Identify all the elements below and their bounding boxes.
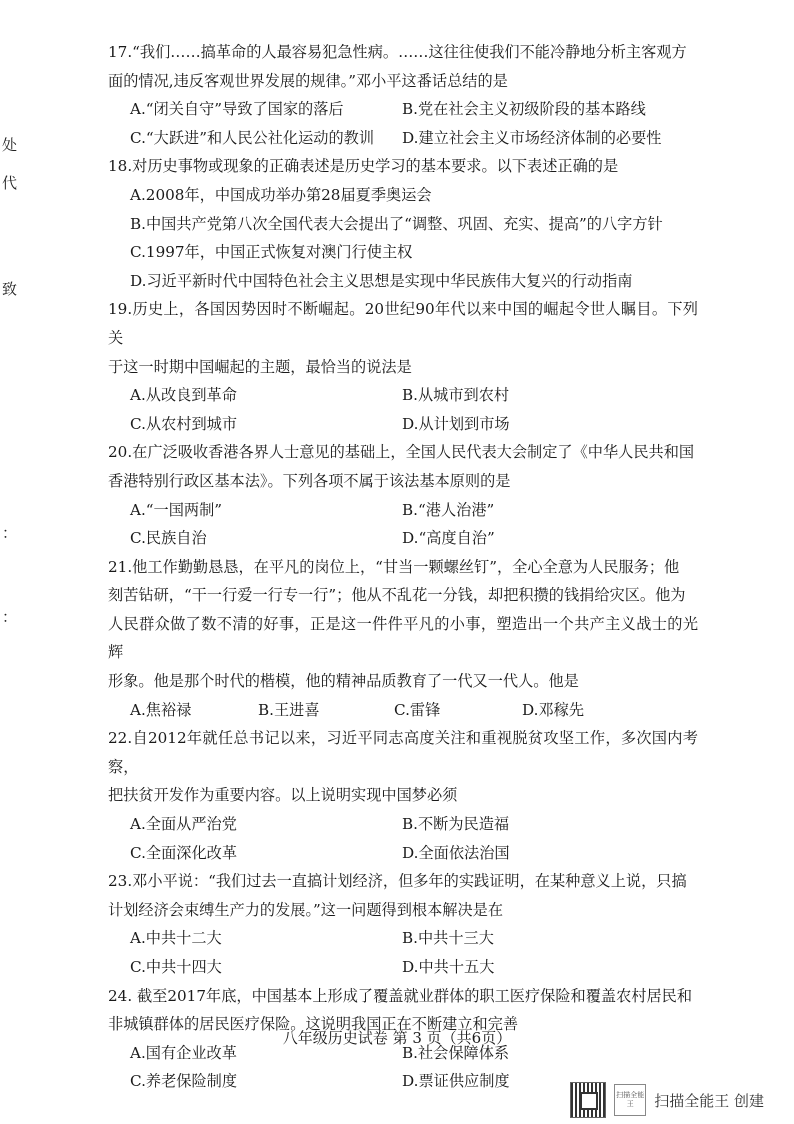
stem-line: 人民群众做了数不清的好事，正是这一件件平凡的小事，塑造出一个共产主义战士的光辉 xyxy=(108,614,698,662)
answer-options xyxy=(108,496,698,553)
question-stem xyxy=(108,724,698,810)
option-b: B.社会保障体系 xyxy=(402,1043,510,1062)
answer-options xyxy=(108,810,698,867)
option-a: A.2008年，中国成功举办第28届夏季奥运会 xyxy=(130,185,432,204)
option-c: C.1997年，中国正式恢复对澳门行使主权 xyxy=(130,243,413,262)
answer-options xyxy=(108,381,698,438)
option-b: B.“港人治港” xyxy=(402,500,495,519)
option-d: D.“高度自治” xyxy=(402,529,495,548)
option-c: C.养老保险制度 xyxy=(130,1072,238,1091)
margin-mark: 代 xyxy=(2,174,18,192)
question-stem xyxy=(108,553,698,696)
option-b: B.王进喜 xyxy=(258,700,320,719)
stem-line: 24. 截至2017年底，中国基本上形成了覆盖就业群体的职工医疗保险和覆盖农村居民和 xyxy=(108,986,693,1005)
stem-line: 面的情况,违反客观世界发展的规律。”邓小平这番话总结的是 xyxy=(108,71,508,90)
question-23 xyxy=(108,867,698,981)
page-footer: 八年级历史试卷 第 3 页（共6页） xyxy=(282,1029,512,1047)
option-b: B.中共十三大 xyxy=(402,929,494,948)
stem-line: 非城镇群体的居民医疗保险。这说明我国正在不断建立和完善 xyxy=(108,1015,519,1034)
stem-line: 形象。他是那个时代的楷模，他的精神品质教育了一代又一代人。他是 xyxy=(108,672,579,691)
option-c: C.民族自治 xyxy=(130,529,207,548)
answer-options xyxy=(108,95,698,152)
stem-line: 22.自2012年就任总书记以来，习近平同志高度关注和重视脱贫攻坚工作，多次国内考察， xyxy=(108,729,698,776)
question-17 xyxy=(108,38,698,152)
stem-line: 把扶贫开发作为重要内容。以上说明实现中国梦必须 xyxy=(108,786,458,805)
stem-line: 19.历史上，各国因势因时不断崛起。20世纪90年代以来中国的崛起令世人瞩目。下列关 xyxy=(108,300,698,347)
stem-line: 21.他工作勤勤恳恳，在平凡的岗位上，“甘当一颗螺丝钉”，全心全意为人民服务；他 xyxy=(108,557,680,576)
option-c: C.中共十四大 xyxy=(130,958,222,976)
option-b: B.不断为民造福 xyxy=(402,815,510,834)
stem-line: 计划经济会束缚生产力的发展。”这一问题得到根本解决是在 xyxy=(108,900,504,919)
question-18 xyxy=(108,152,698,295)
option-a: A.从改良到革命 xyxy=(130,386,237,405)
question-19 xyxy=(108,295,698,438)
option-c: C.雷锋 xyxy=(394,700,441,719)
stem-line: 17.“我们……搞革命的人最容易犯急性病。……这往往使我们不能冷静地分析主客观方 xyxy=(108,43,687,61)
question-stem xyxy=(108,152,698,181)
margin-mark: ： xyxy=(2,524,18,542)
option-d: D.中共十五大 xyxy=(402,958,495,976)
answer-options xyxy=(108,181,698,295)
option-a: A.全面从严治党 xyxy=(130,815,237,834)
stem-line: 香港特别行政区基本法》。下列各项不属于该法基本原则的是 xyxy=(108,471,511,490)
option-a: A.“一国两制” xyxy=(130,500,223,519)
option-d: D.票证供应制度 xyxy=(402,1072,510,1091)
stem-line: 于这一时期中国崛起的主题，最恰当的说法是 xyxy=(108,357,412,376)
stem-line: 20.在广泛吸收香港各界人士意见的基础上，全国人民代表大会制定了《中华人民共和国 xyxy=(108,443,695,462)
option-a: A.中共十二大 xyxy=(130,929,222,948)
option-c: C.全面深化改革 xyxy=(130,843,238,862)
option-c: C.从农村到城市 xyxy=(130,414,238,433)
question-stem xyxy=(108,867,698,924)
question-21 xyxy=(108,553,698,725)
answer-options xyxy=(108,924,698,981)
option-a: A.国有企业改革 xyxy=(130,1043,237,1062)
option-a: A.焦裕禄 xyxy=(130,700,192,719)
option-d: D.全面依法治国 xyxy=(402,843,510,862)
answer-options xyxy=(108,696,698,725)
option-b: B.党在社会主义初级阶段的基本路线 xyxy=(402,100,646,119)
stem-line: 23.邓小平说：“我们过去一直搞计划经济，但多年的实践证明，在某种意义上说，只搞 xyxy=(108,872,687,891)
question-list xyxy=(108,38,698,1096)
question-22 xyxy=(108,724,698,867)
option-b: B.从城市到农村 xyxy=(402,386,510,405)
margin-mark: ： xyxy=(2,608,18,626)
question-stem xyxy=(108,295,698,381)
stem-line: 18.对历史事物或现象的正确表述是历史学习的基本要求。以下表述正确的是 xyxy=(108,157,619,176)
margin-mark: 处 xyxy=(2,136,18,154)
margin-mark: 致 xyxy=(2,280,18,298)
question-stem xyxy=(108,38,698,95)
option-d: D.邓稼先 xyxy=(522,700,585,719)
scanner-watermark xyxy=(570,1080,764,1120)
question-20 xyxy=(108,438,698,552)
stem-line: 刻苦钻研，“干一行爱一行专一行”；他从不乱花一分钱，却把积攒的钱捐给灾区。他为 xyxy=(108,586,686,605)
option-d: D.从计划到市场 xyxy=(402,414,510,433)
option-c: C.“大跃进”和人民公社化运动的教训 xyxy=(130,128,375,147)
qr-code-icon xyxy=(570,1082,606,1118)
scanner-logo: 扫描全能王 xyxy=(614,1084,646,1116)
option-d: D.习近平新时代中国特色社会主义思想是实现中华民族伟大复兴的行动指南 xyxy=(130,271,633,290)
option-a: A.“闭关自守”导致了国家的落后 xyxy=(130,100,344,119)
question-stem xyxy=(108,438,698,495)
option-d: D.建立社会主义市场经济体制的必要性 xyxy=(402,128,662,147)
scanner-label: 扫描全能王 创建 xyxy=(654,1091,764,1110)
option-b: B.中国共产党第八次全国代表大会提出了“调整、巩固、充实、提高”的八字方针 xyxy=(130,214,663,233)
